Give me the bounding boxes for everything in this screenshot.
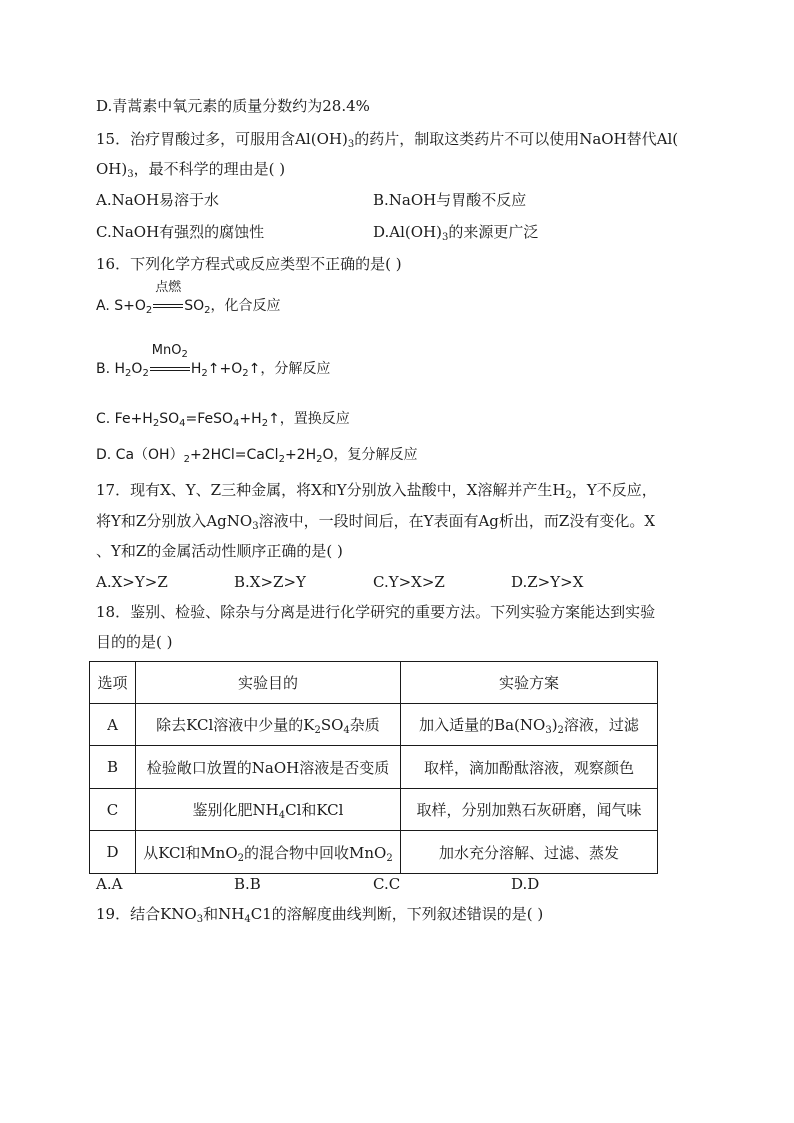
q16-option-c: C. $Fe+H_2SO_4=FeSO_4+H_2↑$，置换反应: [96, 411, 350, 429]
q16-option-b: B. $H_2O_2$ MnO$_2$ $H_2↑+O_2↑$，分解反应: [96, 343, 331, 379]
q15-option-c: C.NaOH有强烈的腐蚀性: [96, 223, 265, 241]
header-option: 选项: [90, 662, 136, 704]
q17-stem-line3: 、Y和Z的金属活动性顺序正确的是( ): [96, 542, 343, 560]
row-goal: 除去KCl溶液中少量的$K_2SO_4$杂质: [136, 704, 401, 746]
row-option: B: [90, 746, 136, 789]
q18-option-d: D.D: [511, 875, 540, 893]
q14-option-d: D.青蒿素中氧元素的质量分数约为28.4%: [96, 97, 370, 115]
q18-options-table: [89, 661, 658, 874]
header-plan: 实验方案: [401, 662, 658, 704]
row-option: A: [90, 704, 136, 746]
q18-option-b: B.B: [234, 875, 261, 893]
row-plan: 加入适量的$Ba(NO_3)_2$溶液，过滤: [401, 704, 658, 746]
q16-option-d: D. $Ca(OH)_2+2HCl=CaCl_2+2H_2O$，复分解反应: [96, 447, 418, 465]
table-row: [90, 704, 658, 746]
table-row: [90, 746, 658, 789]
q19-stem: 19．结合$KNO_3$和$NH_4C1$的溶解度曲线判断，下列叙述错误的是( ): [96, 905, 544, 925]
q15-option-b: B.NaOH与胃酸不反应: [373, 191, 527, 209]
row-plan: 取样，滴加酚酞溶液，观察颜色: [401, 746, 658, 789]
q17-option-b: B.X>Z>Y: [234, 573, 306, 591]
table-header-row: [90, 662, 658, 704]
q18-stem-line1: 18．鉴别、检验、除杂与分离是进行化学研究的重要方法。下列实验方案能达到实验: [96, 603, 656, 621]
row-goal: 检验敞口放置的NaOH溶液是否变质: [136, 746, 401, 789]
q15-stem-line2: $OH)_3$，最不科学的理由是( ): [96, 160, 286, 180]
q17-option-c: C.Y>X>Z: [373, 573, 445, 591]
header-goal: 实验目的: [136, 662, 401, 704]
reaction-condition: 点燃: [155, 280, 182, 295]
q18-option-c: C.C: [373, 875, 401, 893]
row-option: C: [90, 789, 136, 831]
q18-option-a: A.A: [96, 875, 123, 893]
q18-stem-line2: 目的的是( ): [96, 633, 173, 651]
table-row: [90, 789, 658, 831]
q15-option-d: $D.Al(OH)_3$的来源更广泛: [373, 223, 539, 243]
q17-stem-line2: 将Y和Z分别放入AgNO$_3$溶液中，一段时间后，在Y表面有Ag析出，而Z没有变化。X: [96, 512, 656, 532]
q17-stem-line1: 17．现有X、Y、Z三种金属，将X和Y分别放入盐酸中，X溶解并产生$H_2$，Y不反应，: [96, 481, 657, 501]
table-row: [90, 831, 658, 874]
q16-stem: 16．下列化学方程式或反应类型不正确的是( ): [96, 255, 402, 273]
q16-option-a: A. $S+O_2$ 点燃 $SO_2$，化合反应: [96, 280, 281, 316]
q17-option-d: D.Z>Y>X: [511, 573, 584, 591]
row-goal: 从KCl和MnO$_2$的混合物中回收MnO$_2$: [136, 831, 401, 874]
row-plan: 加水充分溶解、过滤、蒸发: [401, 831, 658, 874]
row-option: D: [90, 831, 136, 874]
q15-stem-line1: 15．治疗胃酸过多，可服用含$Al(OH)_3$的药片，制取这类药片不可以使用NaOH替代Al(: [96, 130, 679, 150]
reaction-condition: MnO$_2$: [151, 343, 188, 360]
row-plan: 取样，分别加熟石灰研磨，闻气味: [401, 789, 658, 831]
q17-option-a: A.X>Y>Z: [96, 573, 168, 591]
row-goal: 鉴别化肥$NH_4Cl$和KCl: [136, 789, 401, 831]
q15-option-a: A.NaOH易溶于水: [96, 191, 220, 209]
